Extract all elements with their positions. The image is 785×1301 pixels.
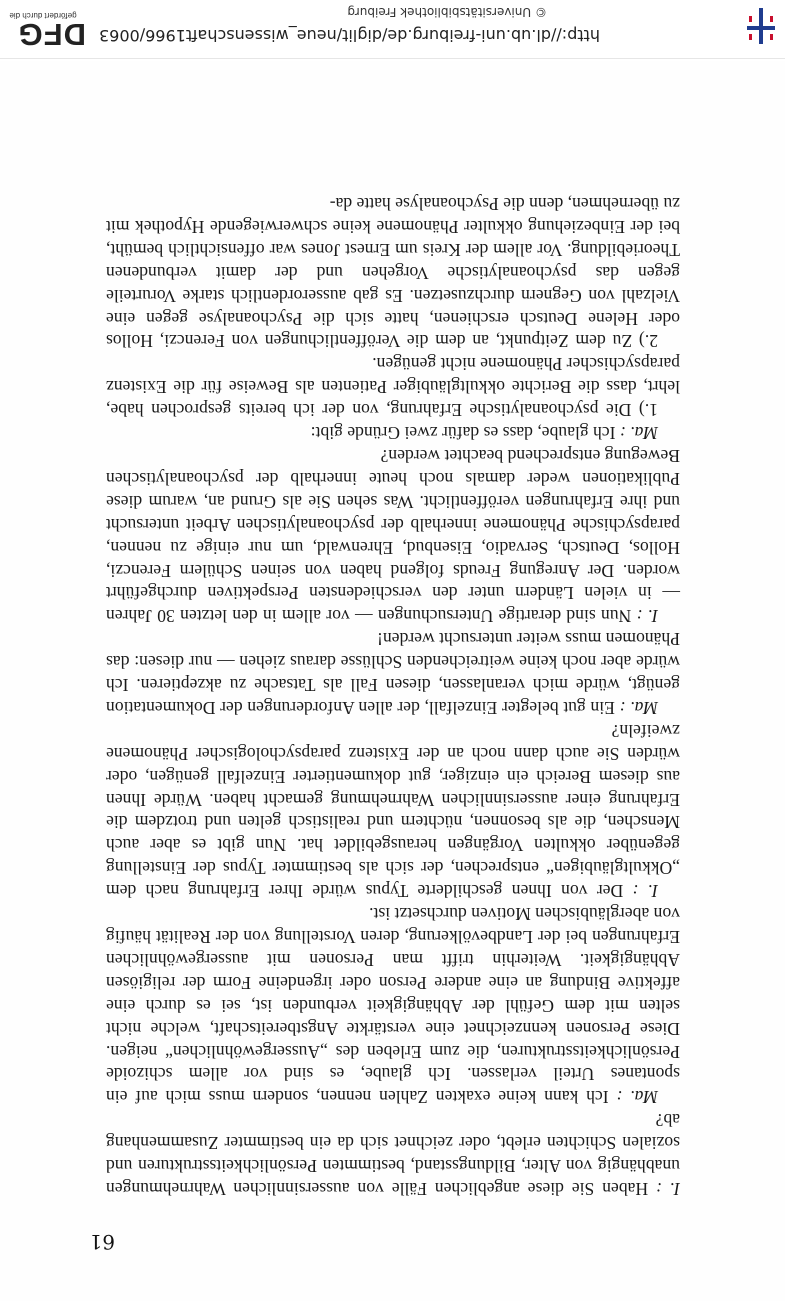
university-library-logo-icon[interactable] xyxy=(741,6,781,46)
paragraph-text: Nun sind derartige Untersuchungen — vor allem in den letzten 30 Jahren — in vielen Ländern unter den verschiedensten Perspektiven durchgeführt worden. Der Anregung Freuds folgend haben von seinen Schülern Ferenczi, Hollos, Deutsch, Servadio, Eisenbud, Ehrenwald, um nur einige zu nennen, parapsychische Phänomene innerhalb der psychoanalytischen Arbeit untersucht und ihre Erfahrungen veröffentlicht. Was sehen Sie als Grund an, warum diese Publikationen weder damals noch heute innerhalb der psychoanalytischen Bewegung entsprechend beachtet werden? xyxy=(105,446,680,627)
page-number: 61 xyxy=(89,1230,115,1254)
paragraph xyxy=(106,352,680,421)
paragraph xyxy=(106,444,680,627)
speaker-label: Ma. : xyxy=(619,697,658,718)
document-page xyxy=(0,61,785,1301)
body-text xyxy=(106,192,680,1200)
paragraph xyxy=(106,627,680,719)
paragraph-text: 1.) Die psychoanalytische Erfahrung, von der ich bereits gesprochen habe, lehrt, dass die Berichte okkultgläubiger Patienten als Beweise für die Existenz parapsychischer Phänomene nicht genügen. xyxy=(106,354,680,421)
dfg-logo-text: DFG xyxy=(17,17,86,52)
dfg-logo-subtext: gefördert durch die xyxy=(9,11,77,20)
speaker-label: Ma. : xyxy=(616,1087,658,1108)
paragraph xyxy=(106,192,680,352)
paragraph xyxy=(106,1108,680,1200)
speaker-label: Ma. : xyxy=(619,423,658,444)
paragraph xyxy=(106,421,680,444)
paragraph xyxy=(106,719,680,902)
copyright-notice: © Universitätsbibliothek Freiburg xyxy=(347,5,547,19)
paragraph-text: Ich glaube, dass es dafür zwei Gründe gibt: xyxy=(310,423,620,444)
speaker-label: I. : xyxy=(632,881,658,902)
paragraph-text: Der von Ihnen geschilderte Typus würde Ihrer Erfahrung nach dem „Okkultgläubigen“ entsprechen, der sich als bestimmter Typus der Einstellung gegenüber okkulten Vorgängen herausgebildet hat. Nun gibt es aber auch Menschen, die als besonnen, nüchtern und realistisch gelten und trotzdem die Erfahrung einer aussersinnlichen Wahrnehmung gemacht haben. Würde Ihnen aus diesem Bereich ein einziger, gut dokumentierter Einzelfall genügen, oder würden Sie auch dann noch an der Existenz parapsychologischer Phänomene zweifeln? xyxy=(106,720,680,902)
paragraph-text: 2.) Zu dem Zeitpunkt, an dem die Veröffentlichungen von Ferenczi, Hollos oder Helene Deutsch erschienen, hatte sich die Psychoanalyse gegen eine Vielzahl von Gegnern durchzusetzen. Es gab ausserordentlich starke Vorurteile gegen das psychoanalytische Vorgehen und der damit verbundenen Theoriebildung. Vor allem der Kreis um Ernest Jones war offensichtlich bemüht, bei der Einbeziehung okkulter Phänomene keine schwerwiegende Hypothek mit zu übernehmen, denn die Psychoanalyse hatte da- xyxy=(106,194,680,352)
paragraph xyxy=(106,902,680,1108)
paragraph-text: Ich kann keine exakten Zahlen nennen, sondern muss mich auf ein spontanes Urteil verlassen. Ich glaube, es sind vor allem schizoide Persönlichkeitsstrukturen, die zum Erleben des „Aussergewöhnlichen“ neigen. Diese Personen kennzeichnet eine verstärkte Angstbereitschaft, welche nicht selten mit dem Gefühl der Abhängigkeit verbunden ist, sei es durch eine affektive Bindung an eine andere Person oder irgendeine Form der religiösen Abhängigkeit. Weiterhin trifft man Personen mit aussergewöhnlichen Erfahrungen bei der Landbevölkerung, deren Vorstellung von der Realität häufig von abergläubischen Motiven durchsetzt ist. xyxy=(105,904,680,1108)
speaker-label: I. : xyxy=(636,606,658,627)
paragraph-text: Haben Sie diese angeblichen Fälle von aussersinnlichen Wahrnehmungen unabhängig von Alter, Bildungsstand, bestimmten Persönlichkeitsstrukturen und sozialen Schichten erlebt, oder zeichnet sich da ein bestimmter Zusammenhang ab? xyxy=(105,1110,680,1199)
source-url-link[interactable]: http://dl.ub.uni-freiburg.de/diglit/neue_wissenschaft1966/0063 xyxy=(99,26,600,45)
speaker-label: I. : xyxy=(655,1179,680,1199)
dfg-logo[interactable] xyxy=(0,7,86,52)
paragraph-text: Ein gut belegter Einzelfall, der allen Anforderungen der Dokumentation genügt, würde mich veranlassen, diesen Fall als Tatsache zu akzeptieren. Ich würde aber noch keine weitreichenden Schlüsse daraus ziehen — nur diesen: das Phänomen muss weiter untersucht werden! xyxy=(106,629,680,718)
